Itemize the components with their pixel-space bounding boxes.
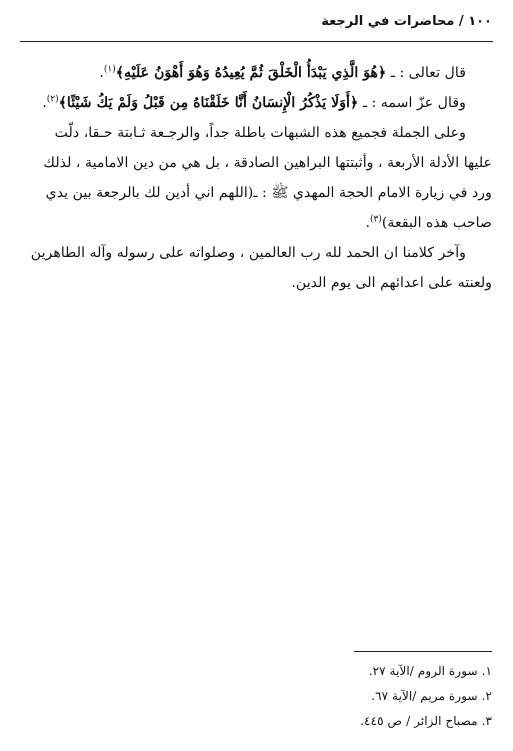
- paragraph-3-line-4-text: صاحب هذه البقعة): [381, 215, 492, 231]
- paragraph-3-line-1: وعلى الجملة فجميع هذه الشبهات باطلة جداً، والرجـعة ثـابتة حـقا، دلّت: [54, 125, 466, 141]
- verse-1-end: .: [99, 65, 104, 81]
- footnote-item: ١. سورة الروم /الآية ٢٧.: [368, 664, 492, 678]
- footnote-ref-2[interactable]: (٢): [46, 94, 59, 105]
- header-divider: [20, 41, 493, 42]
- running-header: ١٠٠ / محاضرات في الرجعة: [321, 14, 492, 29]
- paragraph-3-line-4: [20, 208, 492, 238]
- verse-2-intro: وقال عزّ اسمه : ـ: [358, 95, 466, 111]
- footnote-item: ٣. مصباح الزائر / ص ٤٤٥.: [360, 714, 492, 728]
- paragraph-verse-1: [20, 58, 492, 88]
- quran-verse-1: ﴿هُوَ الَّذِي يَبْدَأُ الْخَلْقَ ثُمَّ يُعِيدُهُ وَهُوَ أَهْوَنُ عَلَيْهِ﴾: [115, 65, 387, 81]
- paragraph-4-line-1: وآخر كلامنا ان الحمد لله رب العالمين ، وصلواته على رسوله وآله الطاهرين: [30, 245, 466, 261]
- paragraph-verse-2: [20, 88, 492, 118]
- paragraph-3-end: .: [365, 215, 370, 231]
- footnote-ref-3[interactable]: (٣): [369, 214, 382, 225]
- footnote-ref-1[interactable]: (١): [103, 64, 116, 75]
- verse-1-intro: قال تعالى : ـ: [386, 65, 466, 81]
- quran-verse-2: ﴿أَوَلَا يَذْكُرُ الْإِنسَانُ أَنَّا خَلَقْنَاهُ مِن قَبْلُ وَلَمْ يَكُ شَيْئًا﴾: [58, 95, 359, 111]
- footnote-item: ٢. سورة مريم /الآية ٦٧.: [371, 689, 492, 703]
- footnotes-list: [20, 659, 492, 734]
- paragraph-3-line-3: ورد في زيارة الامام الحجة المهدي ﷺ : ـ(اللهم اني أدين لك بالرجعة بين يدي: [45, 185, 492, 201]
- page-body: [20, 58, 492, 298]
- verse-2-end: .: [42, 95, 47, 111]
- paragraph-4-line-2: ولعنته على اعدائهم الى يوم الدين.: [291, 275, 492, 291]
- footnote-divider: [354, 651, 492, 652]
- paragraph-3-line-2: عليها الأدلة الأربعة ، وأثبتتها البراهين الصادقة ، بل هي من دين الامامية ، لذلك: [43, 155, 492, 171]
